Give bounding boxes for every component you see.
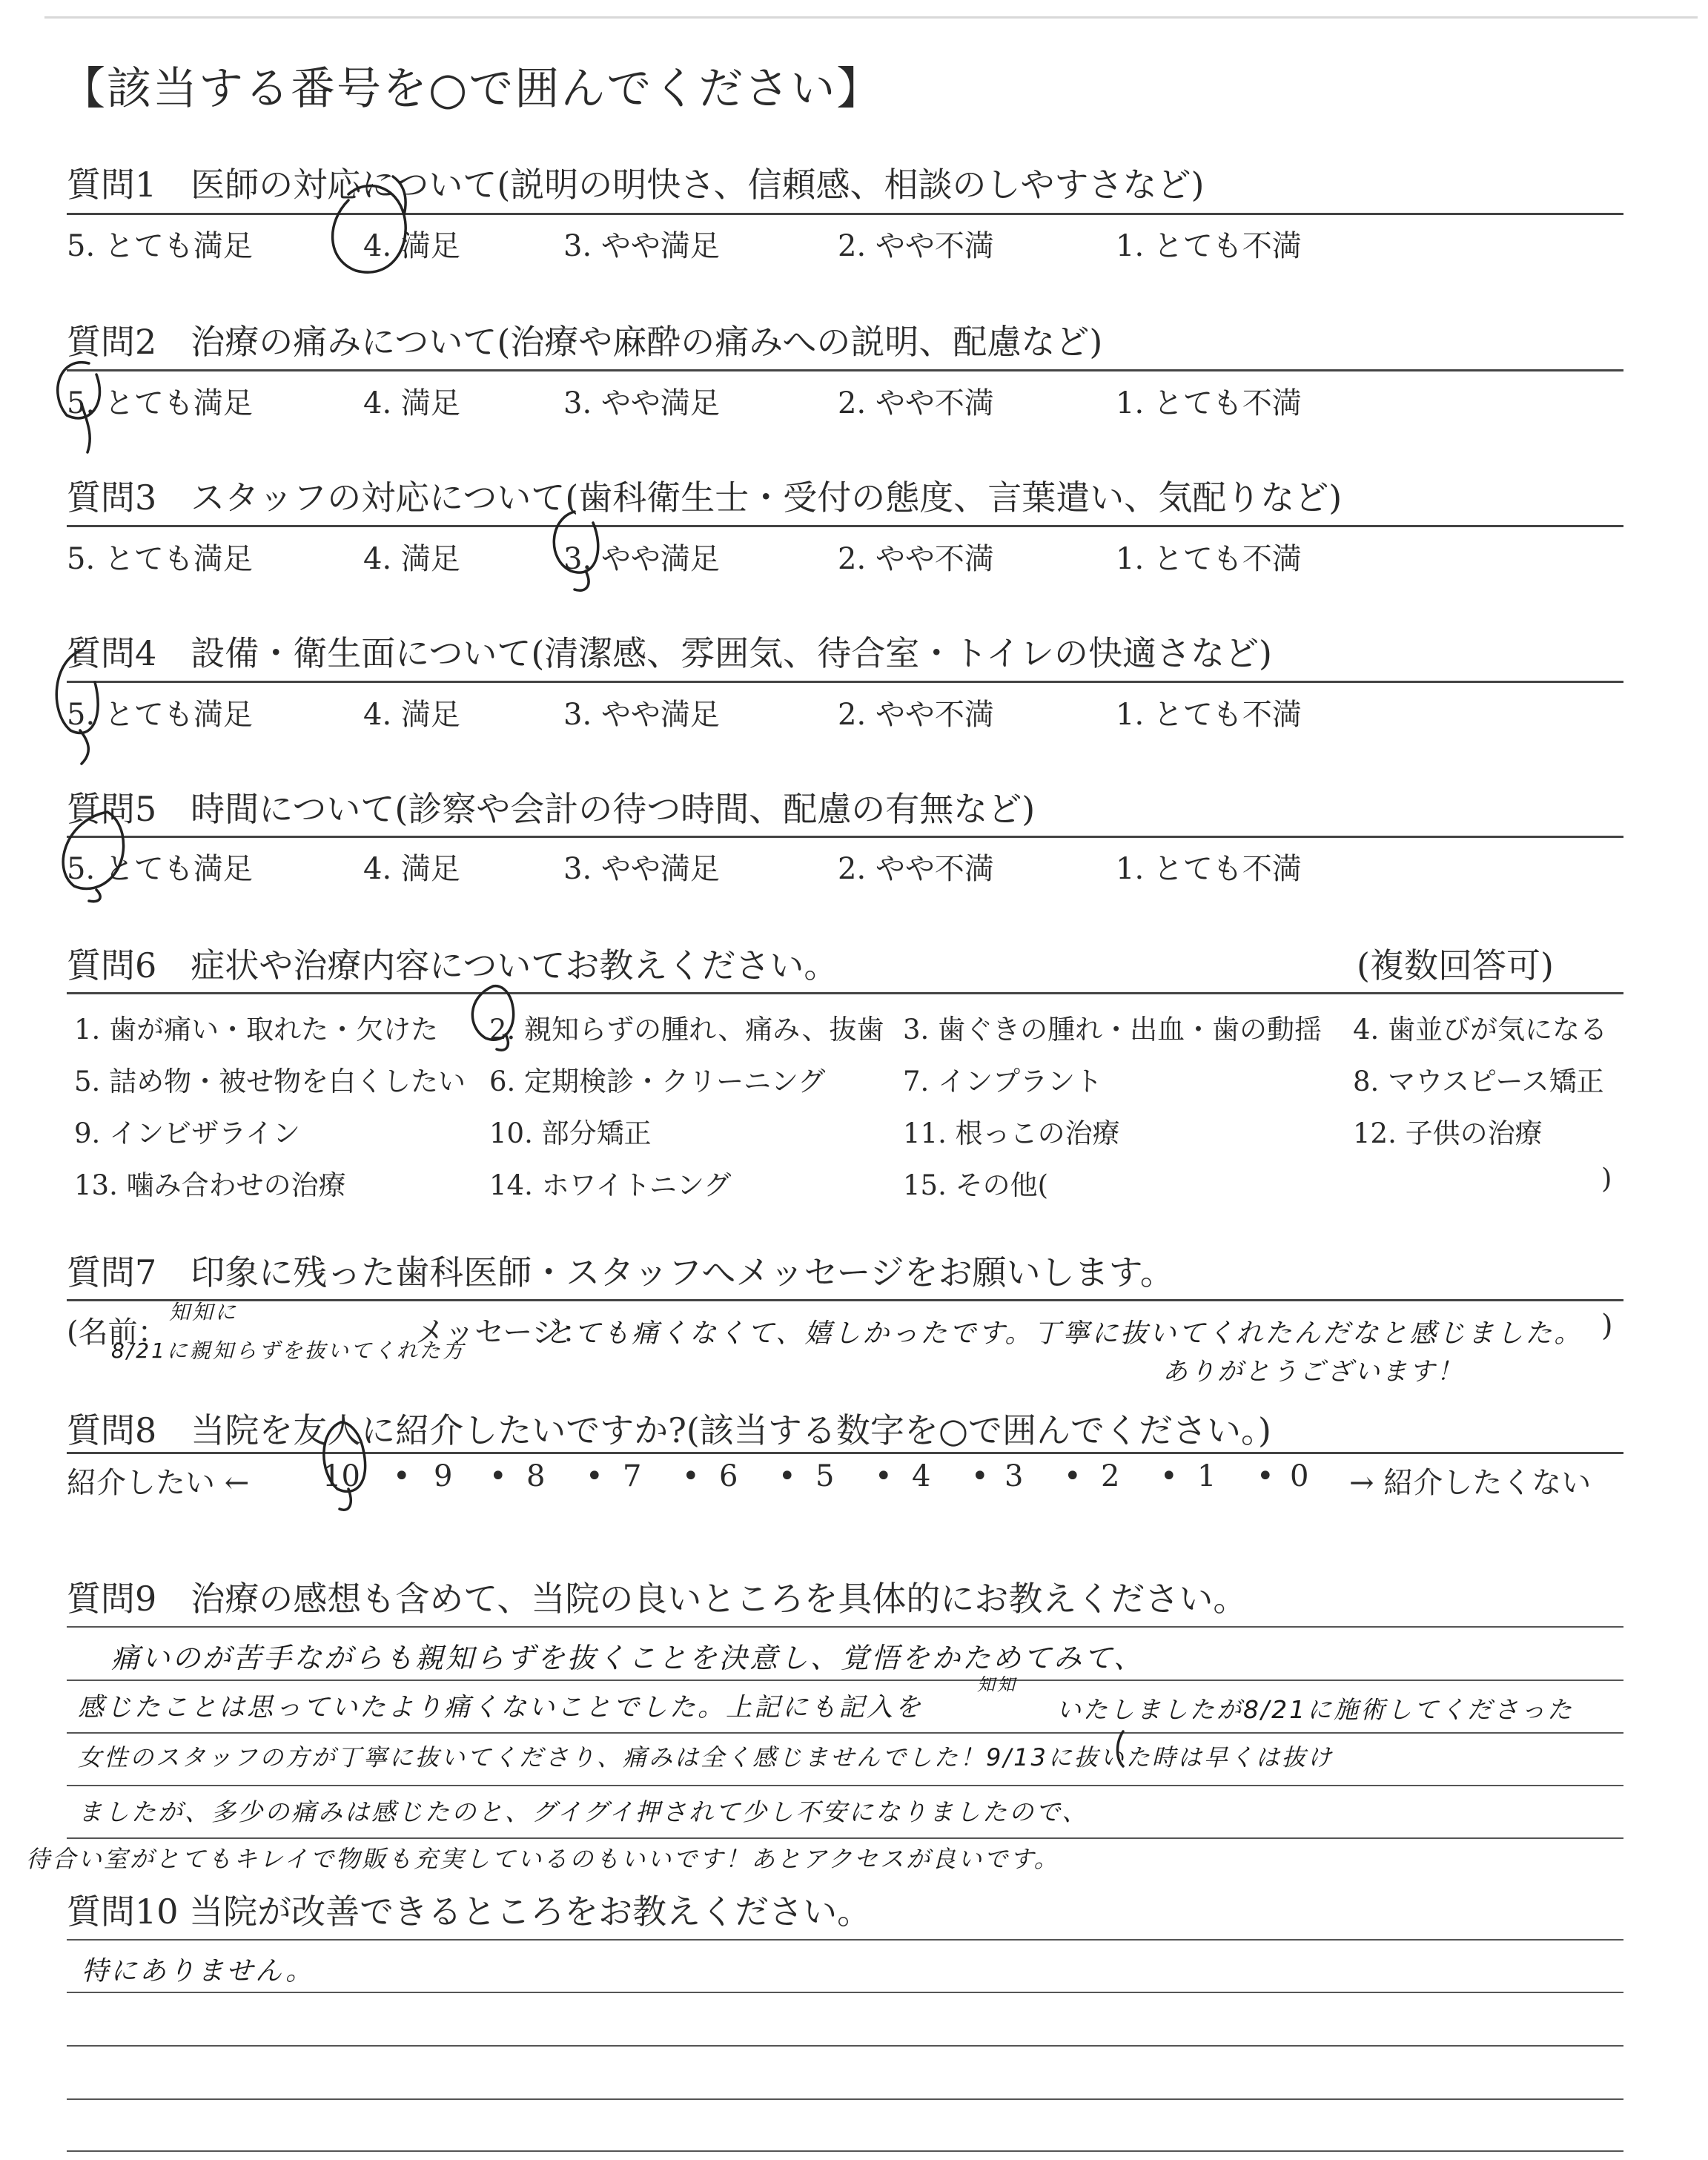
q8-dot: • (875, 1459, 893, 1493)
question-4: 質問4 設備・衛生面について(清潔感、雰囲気、待合室・トイレの快適さなど) (67, 633, 1272, 673)
q9-line-1 (67, 1626, 1623, 1628)
q8-number-8[interactable]: 8 (526, 1459, 546, 1493)
q8-number-2[interactable]: 2 (1101, 1459, 1120, 1493)
question-2: 質問2 治療の痛みについて(治療や麻酔の痛みへの説明、配慮など) (67, 322, 1103, 362)
question-8-rule (67, 1452, 1623, 1454)
question-7: 質問7 印象に残った歯科医師・スタッフへメッセージをお願いします。 (67, 1252, 1174, 1292)
q5-option-1[interactable]: 1. とても不満 (1116, 852, 1302, 886)
q9-handwritten-2a: 感じたことは思っていたより痛くないことでした。上記にも記入を (78, 1693, 924, 1723)
q3-option-2[interactable]: 2. やや不満 (838, 542, 994, 576)
q3-option-5[interactable]: 5. とても満足 (67, 542, 253, 576)
q8-number-10[interactable]: 10 (322, 1459, 360, 1493)
question-6: 質問6 症状や治療内容についてお教えください。 (67, 945, 838, 985)
q8-number-0[interactable]: 0 (1290, 1459, 1309, 1493)
q1-option-4[interactable]: 4. 満足 (363, 229, 460, 263)
q1-option-3[interactable]: 3. やや満足 (563, 229, 720, 263)
q1-option-5[interactable]: 5. とても満足 (67, 229, 253, 263)
q6-option-7[interactable]: 7. インプラント (903, 1066, 1103, 1097)
q8-dot: • (489, 1459, 507, 1493)
q9-handwritten-2b: いたしましたが8/21に施術してくださった (1056, 1695, 1575, 1724)
q5-option-5[interactable]: 5. とても満足 (67, 852, 253, 886)
question-6-rule (67, 992, 1623, 994)
q6-option-11[interactable]: 11. 根っこの治療 (903, 1117, 1120, 1149)
q10-line-1 (67, 1939, 1623, 1941)
q8-dot: • (1160, 1459, 1178, 1493)
q8-number-3[interactable]: 3 (1004, 1459, 1024, 1493)
q8-dot: • (971, 1459, 989, 1493)
q8-number-9[interactable]: 9 (434, 1459, 453, 1493)
q8-number-1[interactable]: 1 (1197, 1459, 1217, 1493)
q9-handwritten-5: 待合い室がとてもキレイで物販も充実しているのもいいです！あとアクセスが良いです。 (26, 1845, 1060, 1873)
question-10: 質問10 当院が改善できるところをお教えください。 (67, 1892, 872, 1932)
q6-option-13[interactable]: 13. 噛み合わせの治療 (74, 1169, 346, 1201)
q9-line-4 (67, 1785, 1623, 1786)
q9-line-2 (67, 1680, 1623, 1681)
question-1-options (67, 222, 1623, 263)
q3-option-4[interactable]: 4. 満足 (363, 542, 460, 576)
question-3-options (67, 535, 1623, 576)
q5-option-2[interactable]: 2. やや不満 (838, 852, 994, 886)
q8-right-label: → 紹介したくない (1349, 1466, 1592, 1500)
question-4-options (67, 691, 1623, 732)
q9-handwritten-1: 痛いのが苦手ながらも親知らずを抜くことを決意し、覚悟をかためてみて、 (111, 1642, 1145, 1674)
q6-option-5[interactable]: 5. 詰め物・被せ物を白くしたい (74, 1066, 466, 1097)
q6-option-2[interactable]: 2. 親知らずの腫れ、痛み、抜歯 (489, 1014, 884, 1046)
q5-option-4[interactable]: 4. 満足 (363, 852, 460, 886)
question-2-options (67, 380, 1623, 420)
q4-option-2[interactable]: 2. やや不満 (838, 698, 994, 732)
q6-option-8[interactable]: 8. マウスピース矯正 (1353, 1066, 1604, 1097)
q7-message-label: メッセージ： (415, 1315, 592, 1350)
question-7-rule (67, 1299, 1623, 1301)
question-9: 質問9 治療の感想も含めて、当院の良いところを具体的にお教えください。 (67, 1579, 1248, 1619)
question-5-rule (67, 836, 1623, 838)
q6-option-1[interactable]: 1. 歯が痛い・取れた・欠けた (74, 1014, 439, 1046)
q1-option-2[interactable]: 2. やや不満 (838, 229, 994, 263)
q4-option-3[interactable]: 3. やや満足 (563, 698, 720, 732)
q4-option-1[interactable]: 1. とても不満 (1116, 698, 1302, 732)
q4-option-4[interactable]: 4. 満足 (363, 698, 460, 732)
q8-dot: • (393, 1459, 411, 1493)
q4-option-5[interactable]: 5. とても満足 (67, 698, 253, 732)
q9-line-5 (67, 1837, 1623, 1839)
question-2-rule (67, 369, 1623, 371)
q6-option-6[interactable]: 6. 定期検診・クリーニング (489, 1066, 826, 1097)
q7-handwritten-name-1: 知知に (169, 1300, 239, 1324)
q9-handwritten-3: 女性のスタッフの方が丁寧に抜いてくださり、痛みは全く感じませんでした！9/13に抜いた時は早くは抜け (78, 1743, 1334, 1771)
q8-scale (67, 1459, 1623, 1500)
q2-option-4[interactable]: 4. 満足 (363, 386, 460, 420)
q10-line-4 (67, 2098, 1623, 2100)
question-6-options (67, 1007, 1623, 1200)
q8-number-5[interactable]: 5 (815, 1459, 835, 1493)
q5-option-3[interactable]: 3. やや満足 (563, 852, 720, 886)
q10-line-5 (67, 2150, 1623, 2152)
q2-option-2[interactable]: 2. やや不満 (838, 386, 994, 420)
q8-number-7[interactable]: 7 (623, 1459, 642, 1493)
question-3-rule (67, 525, 1623, 527)
q6-option-9[interactable]: 9. インビザライン (74, 1117, 300, 1149)
q8-number-4[interactable]: 4 (912, 1459, 931, 1493)
q8-dot: • (682, 1459, 700, 1493)
q8-dot: • (1257, 1459, 1274, 1493)
q8-dot: • (1064, 1459, 1082, 1493)
q6-option-10[interactable]: 10. 部分矯正 (489, 1117, 652, 1149)
q7-close-paren: ) (1601, 1309, 1613, 1343)
q10-handwritten: 特にありません。 (82, 1956, 315, 1986)
question-8: 質問8 当院を友人に紹介したいですか?(該当する数字を○で囲んでください。) (67, 1410, 1271, 1450)
question-5-options (67, 845, 1623, 886)
question-4-rule (67, 681, 1623, 683)
q6-option-15[interactable]: 15. その他( (903, 1169, 1049, 1201)
q2-option-1[interactable]: 1. とても不満 (1116, 386, 1302, 420)
q10-line-2 (67, 1992, 1623, 1993)
question-6-note: (複数回答可) (1357, 945, 1554, 985)
q8-dot: • (586, 1459, 603, 1493)
q2-option-5[interactable]: 5. とても満足 (67, 386, 253, 420)
top-rule (44, 16, 1698, 19)
q6-option-15-close: ) (1601, 1163, 1612, 1195)
question-5: 質問5 時間について(診察や会計の待つ時間、配慮の有無など) (67, 789, 1036, 829)
q3-option-3[interactable]: 3. やや満足 (563, 542, 720, 576)
q9-handwritten-4: ましたが、多少の痛みは感じたのと、グイグイ押されて少し不安になりましたので、 (78, 1797, 1089, 1826)
q6-option-4[interactable]: 4. 歯並びが気になる (1353, 1014, 1608, 1046)
q2-option-3[interactable]: 3. やや満足 (563, 386, 720, 420)
q6-option-14[interactable]: 14. ホワイトニング (489, 1169, 732, 1201)
q1-option-1[interactable]: 1. とても不満 (1116, 229, 1302, 263)
q8-dot: • (778, 1459, 796, 1493)
question-3: 質問3 スタッフの対応について(歯科衛生士・受付の態度、言葉遣い、気配りなど) (67, 478, 1343, 518)
q7-handwritten-name-2: 8/21に親知らずを抜いてくれた方 (111, 1338, 466, 1363)
question-1-rule (67, 213, 1623, 215)
q9-handwritten-small: 知知 (977, 1674, 1017, 1695)
q7-handwritten-message-1: とても痛くなくて、嬉しかったです。丁寧に抜いてくれたんだなと感じました。 (545, 1318, 1583, 1349)
q7-handwritten-message-2: ありがとうございます！ (1162, 1357, 1464, 1387)
q7-name-label: (名前： (67, 1315, 168, 1350)
page-heading: 【該当する番号を○で囲んでください】 (61, 63, 883, 115)
q3-option-1[interactable]: 1. とても不満 (1116, 542, 1302, 576)
q6-option-3[interactable]: 3. 歯ぐきの腫れ・出血・歯の動揺 (903, 1014, 1323, 1046)
q8-left-label: 紹介したい ← (67, 1466, 250, 1500)
q10-line-3 (67, 2045, 1623, 2047)
q8-number-6[interactable]: 6 (719, 1459, 738, 1493)
q6-option-12[interactable]: 12. 子供の治療 (1353, 1117, 1543, 1149)
q9-line-3 (67, 1732, 1623, 1734)
question-1: 質問1 医師の対応について(説明の明快さ、信頼感、相談のしやすさなど) (67, 165, 1205, 205)
